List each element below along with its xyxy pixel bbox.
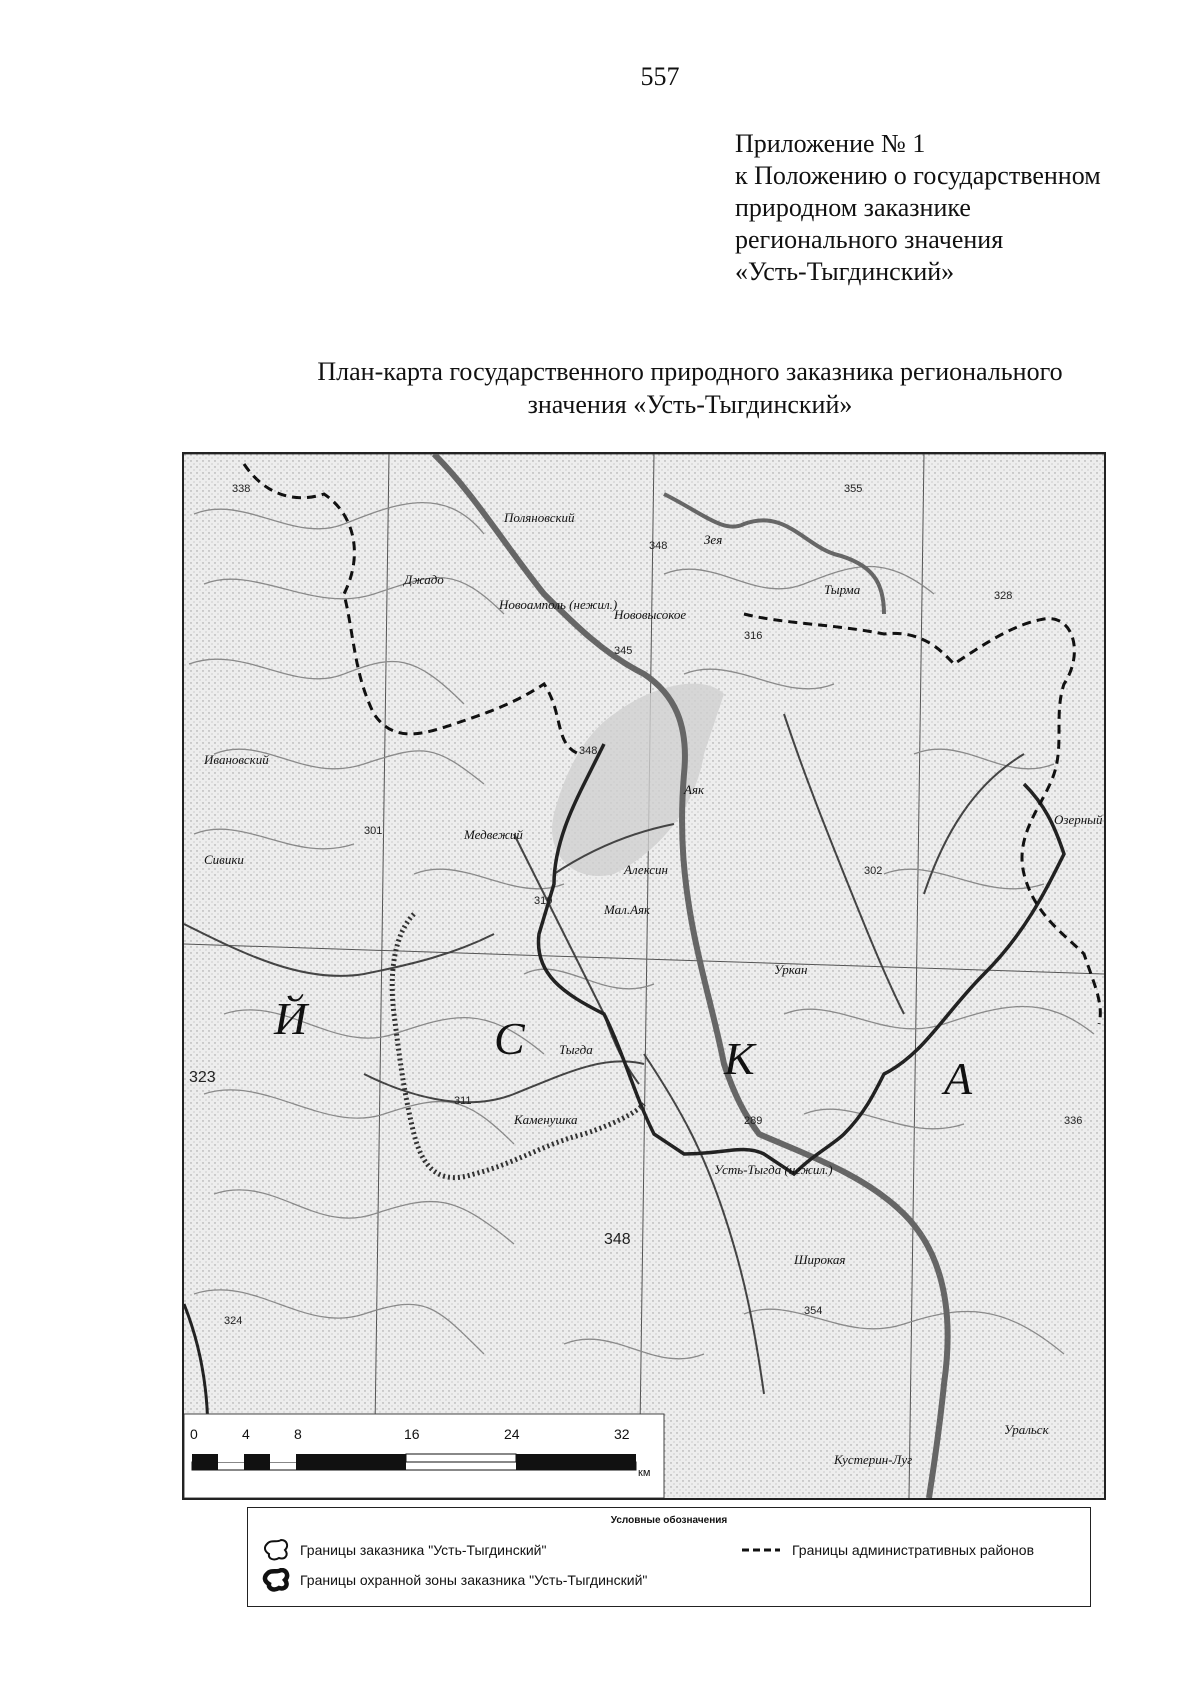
map-title-line: План-карта государственного природного заказника регионального [317, 357, 1063, 386]
place-label: Усть-Тыгда (нежил.) [714, 1162, 833, 1177]
elevation-label: 301 [364, 825, 383, 837]
scale-tick-label: 0 [190, 1426, 198, 1442]
elevation-label: 348 [604, 1231, 631, 1248]
region-letter: С [494, 1013, 525, 1064]
appendix-line: к Положению о государственном [735, 161, 1101, 190]
river-label: Медвежий [464, 827, 523, 842]
reserve-boundary-icon [262, 1538, 292, 1562]
legend-label: Границы административных районов [792, 1542, 1035, 1558]
river-label: Каменушка [514, 1112, 578, 1127]
river-label: Широкая [794, 1252, 846, 1267]
appendix-line: Приложение № 1 [735, 129, 926, 158]
scale-tick-label: 32 [614, 1426, 630, 1442]
scale-unit: км [638, 1467, 651, 1479]
elevation-label: 316 [744, 630, 763, 642]
place-label: Уральск [1004, 1422, 1049, 1437]
region-letter: Й [274, 993, 308, 1044]
map-legend [247, 1507, 1091, 1607]
region-letter: К [724, 1033, 755, 1084]
legend-item-admin-boundary [740, 1538, 1034, 1562]
elevation-label: 338 [232, 483, 251, 495]
place-label: Сивики [204, 852, 244, 867]
elevation-label: 323 [189, 1069, 216, 1086]
elevation-label: 302 [864, 865, 883, 877]
scale-tick-label: 24 [504, 1426, 520, 1442]
appendix-line: «Усть-Тыгдинский» [735, 257, 955, 286]
river-label: Тыгда [559, 1042, 593, 1057]
scale-tick-label: 16 [404, 1426, 420, 1442]
page-number: 557 [640, 62, 680, 91]
topographic-map [182, 452, 1106, 1500]
region-letter: А [944, 1053, 973, 1104]
river-label: Уркан [774, 962, 808, 977]
place-label: Алексин [624, 862, 669, 877]
legend-item-protection-zone [262, 1568, 647, 1592]
legend-title: Условные обозначения [610, 1515, 728, 1526]
legend-label: Границы заказника "Усть-Тыгдинский" [300, 1542, 547, 1558]
river-label: Тырма [824, 582, 861, 597]
place-label: Нововысокое [614, 607, 687, 622]
scale-bar [184, 1414, 664, 1498]
appendix-line: природном заказнике [735, 193, 971, 222]
map-title [190, 355, 1190, 421]
elevation-label: 348 [579, 745, 598, 757]
place-label: Новоамполь (нежил.) [499, 597, 618, 612]
elevation-label: 336 [1064, 1115, 1083, 1127]
place-label: Поляновский [504, 510, 575, 525]
elevation-label: 348 [649, 540, 668, 552]
place-label: Джадо [404, 572, 444, 587]
elevation-label: 289 [744, 1115, 763, 1127]
place-label: Ивановский [204, 752, 269, 767]
elevation-label: 310 [534, 895, 553, 907]
river-label: Зея [704, 532, 723, 547]
place-label: Кустерин-Луг [834, 1452, 913, 1467]
place-label: Озерный [1054, 812, 1103, 827]
scale-tick-label: 4 [242, 1426, 250, 1442]
elevation-label: 345 [614, 645, 633, 657]
scale-tick-label: 8 [294, 1426, 302, 1442]
admin-boundary-icon [740, 1538, 784, 1562]
elevation-label: 311 [454, 1095, 472, 1107]
legend-label: Границы охранной зоны заказника "Усть-Тыгдинский" [300, 1572, 648, 1588]
river-label: Аяк [684, 782, 705, 797]
appendix-line: регионального значения [735, 225, 1004, 254]
elevation-label: 354 [804, 1305, 823, 1317]
map-title-line: значения «Усть-Тыгдинский» [527, 390, 853, 419]
map-canvas [184, 454, 1104, 1498]
river-label: Мал.Аяк [604, 902, 651, 917]
elevation-label: 328 [994, 590, 1013, 602]
legend-item-reserve-boundary [262, 1538, 546, 1562]
appendix-header [735, 128, 1101, 288]
elevation-label: 355 [844, 483, 863, 495]
protection-zone-icon [262, 1568, 292, 1592]
elevation-label: 324 [224, 1315, 243, 1327]
